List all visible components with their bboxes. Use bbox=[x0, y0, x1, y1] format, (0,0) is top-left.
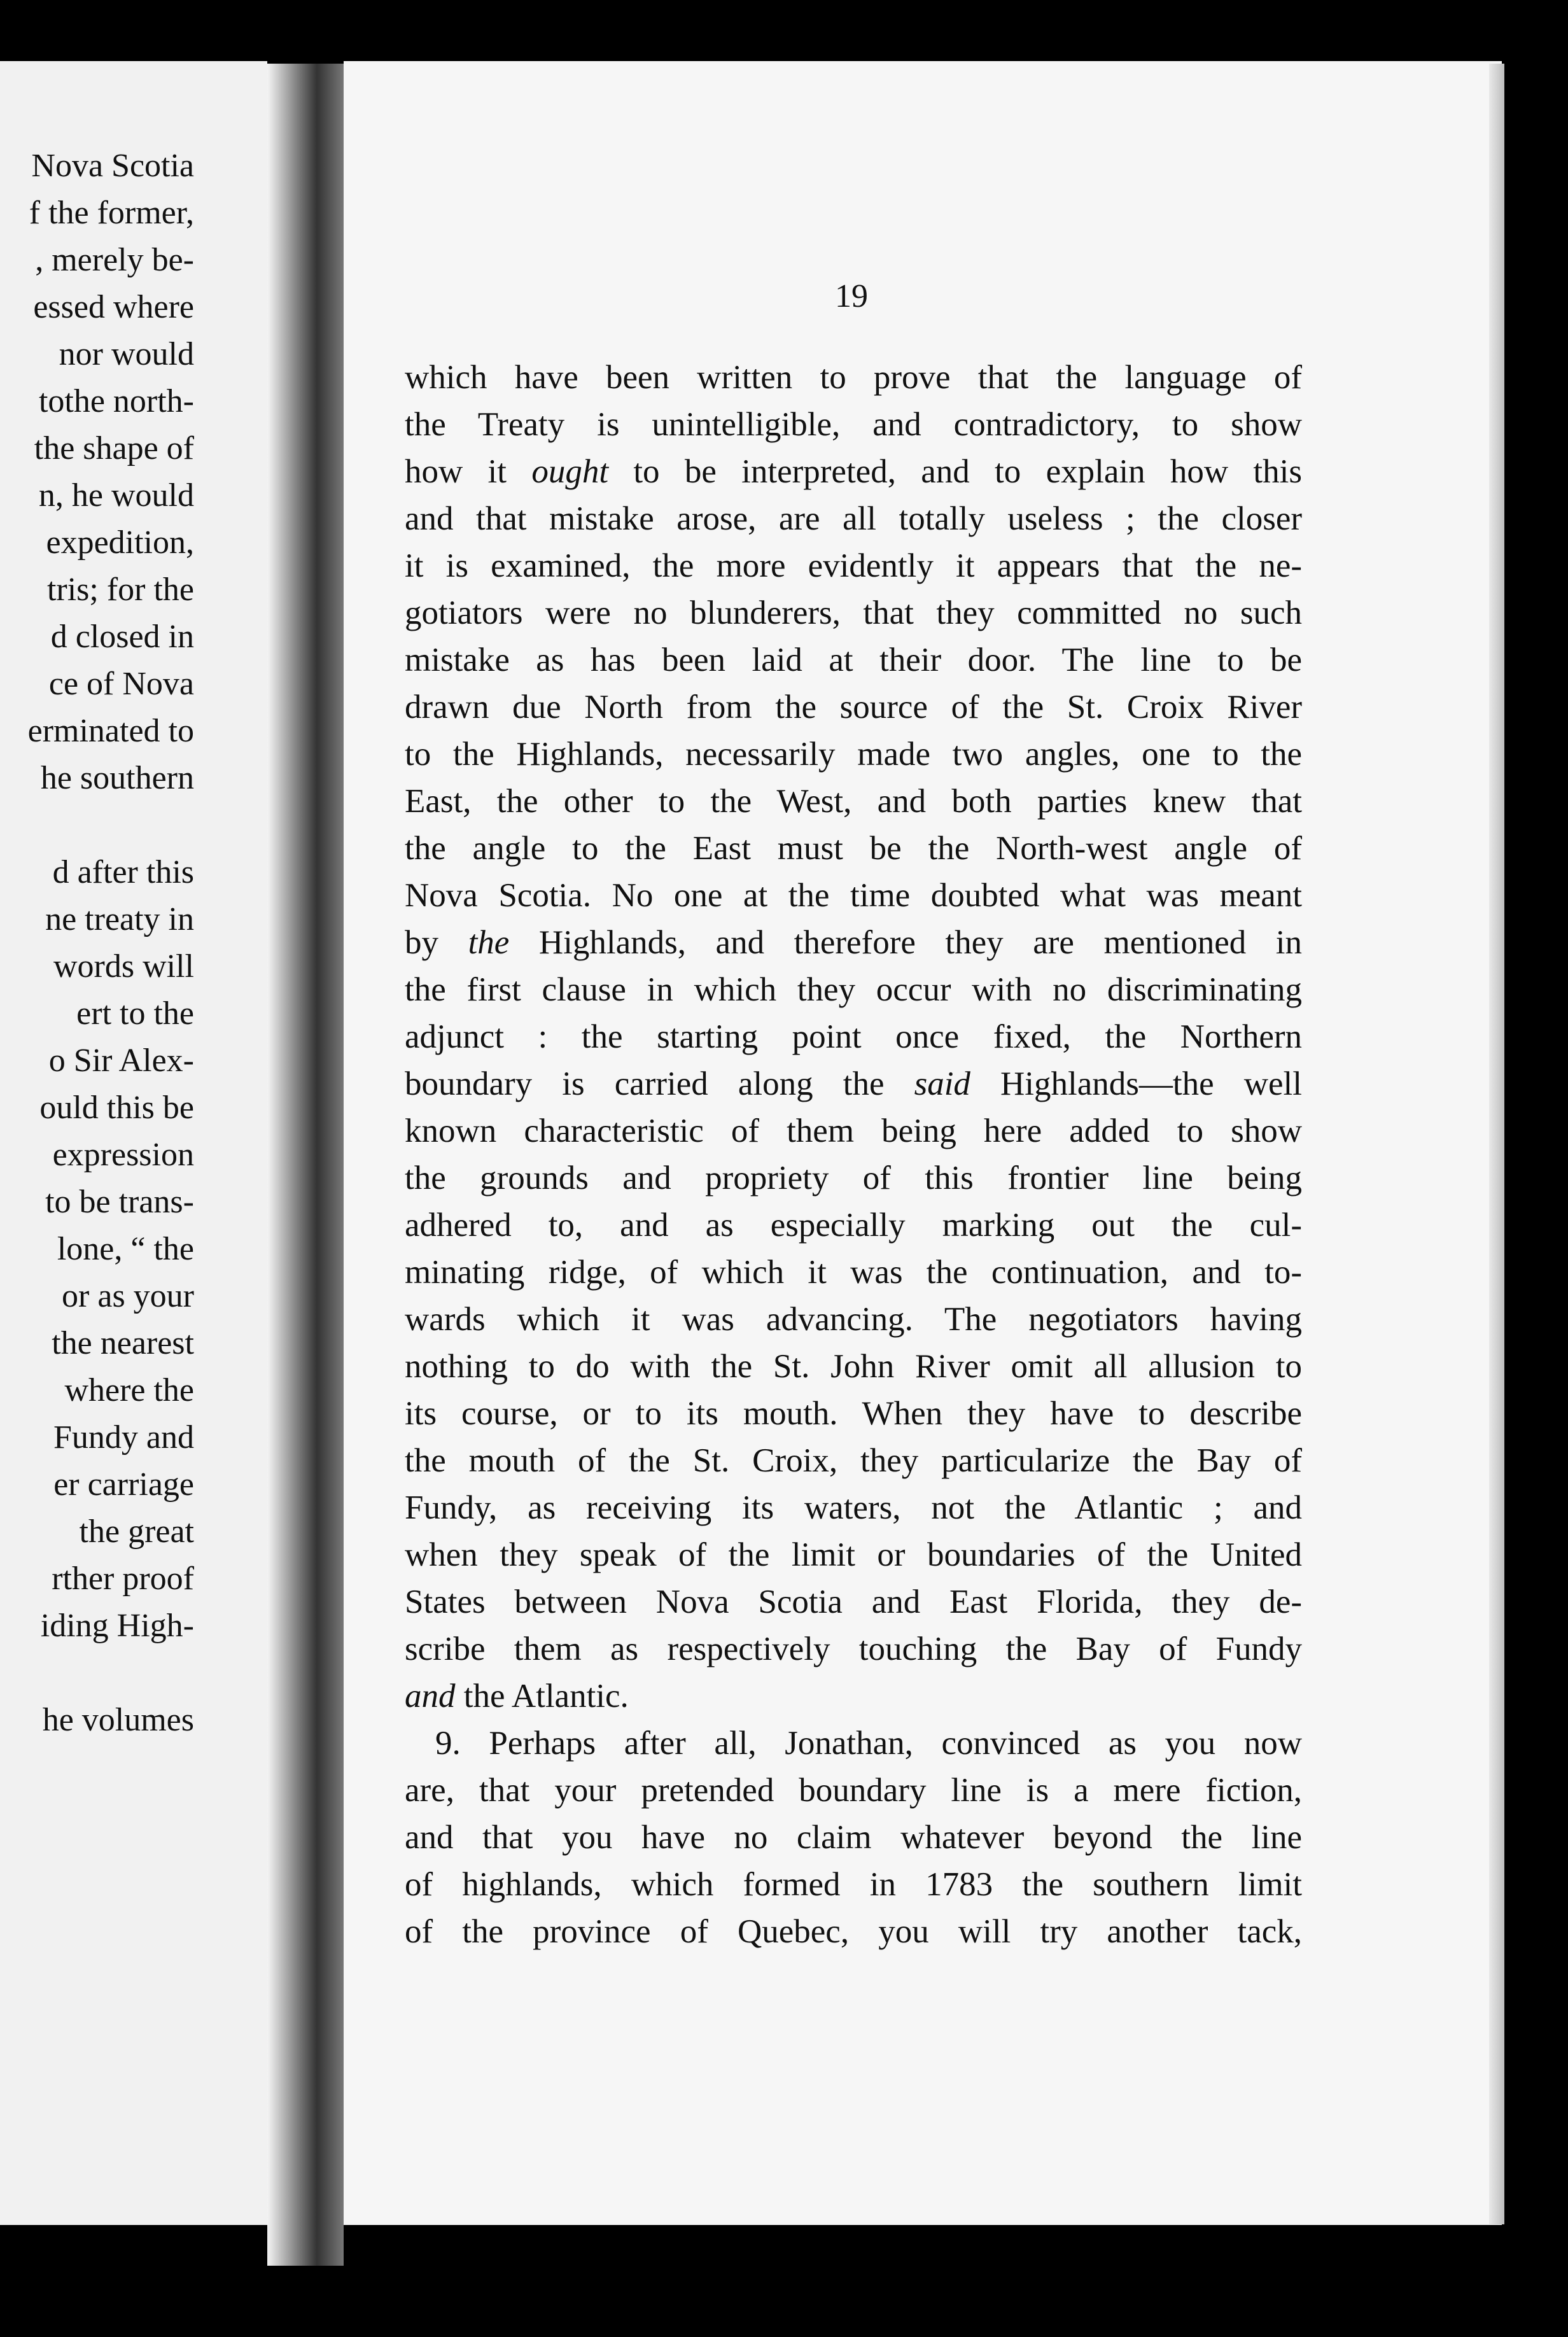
left-page-line: rther proof bbox=[52, 1561, 194, 1597]
text-segment: adhered to, and as especially marking out the cul- bbox=[405, 1207, 1302, 1244]
left-page-line: ert to the bbox=[76, 995, 194, 1032]
text-segment: adjunct : the starting point once fixed, the Northern bbox=[405, 1018, 1302, 1055]
text-line bbox=[405, 1484, 1302, 1531]
left-page-line: nor would bbox=[59, 336, 194, 372]
left-page-line: or as your bbox=[62, 1278, 194, 1314]
text-line bbox=[405, 966, 1302, 1013]
text-segment: the mouth of the St. Croix, they particularize the Bay of bbox=[405, 1442, 1302, 1479]
text-line bbox=[405, 872, 1302, 919]
left-page-line: to be trans- bbox=[45, 1184, 194, 1220]
text-line bbox=[405, 589, 1302, 636]
text-segment: of the province of Quebec, you will try another tack, bbox=[405, 1913, 1302, 1950]
italic-word: said bbox=[914, 1065, 970, 1102]
text-segment: Highlands—the well bbox=[970, 1065, 1302, 1102]
left-page-line: ce of Nova bbox=[48, 666, 194, 702]
text-line bbox=[405, 1861, 1302, 1908]
text-segment: the first clause in which they occur with no discriminating bbox=[405, 971, 1302, 1008]
text-segment: drawn due North from the source of the St. Croix River bbox=[405, 689, 1302, 726]
text-segment: wards which it was advancing. The negotiators having bbox=[405, 1301, 1302, 1338]
text-segment: States between Nova Scotia and East Florida, they de- bbox=[405, 1583, 1302, 1620]
left-page-line: Fundy and bbox=[53, 1419, 194, 1456]
text-line bbox=[405, 1908, 1302, 1955]
text-segment: are, that your pretended boundary line is a mere fiction, bbox=[405, 1772, 1302, 1809]
text-segment: the Treaty is unintelligible, and contradictory, to show bbox=[405, 406, 1302, 443]
text-line bbox=[405, 401, 1302, 448]
text-segment: it is examined, the more evidently it appears that the ne- bbox=[405, 547, 1302, 584]
left-page-line: d closed in bbox=[50, 619, 194, 655]
left-page-line: tris; for the bbox=[46, 572, 194, 608]
text-segment: to be interpreted, and to explain how this bbox=[608, 453, 1302, 490]
body-text bbox=[405, 354, 1302, 1955]
left-page-line: ould this be bbox=[39, 1090, 194, 1126]
text-line bbox=[405, 495, 1302, 542]
text-line bbox=[405, 354, 1302, 401]
text-segment: of highlands, which formed in 1783 the southern limit bbox=[405, 1866, 1302, 1903]
left-page-line: f the former, bbox=[29, 195, 194, 231]
text-line bbox=[405, 1767, 1302, 1814]
text-line bbox=[405, 1343, 1302, 1390]
text-segment: 9. Perhaps after all, Jonathan, convinced as you now bbox=[435, 1725, 1302, 1762]
left-page-line: essed where bbox=[33, 289, 194, 325]
left-page-line: the shape of bbox=[34, 430, 194, 467]
text-line bbox=[405, 1673, 1302, 1720]
left-page-line: d after this bbox=[52, 854, 194, 890]
text-segment: boundary is carried along the bbox=[405, 1065, 914, 1102]
left-page-line: the nearest bbox=[52, 1325, 194, 1361]
left-page-line: tothe north- bbox=[38, 383, 194, 419]
text-segment: the angle to the East must be the North-west angle of bbox=[405, 830, 1302, 867]
text-line bbox=[405, 1814, 1302, 1861]
text-segment: mistake as has been laid at their door. The line to be bbox=[405, 642, 1302, 678]
text-line bbox=[405, 919, 1302, 966]
text-segment: the grounds and propriety of this frontier line being bbox=[405, 1160, 1302, 1197]
italic-word: ought bbox=[531, 453, 609, 490]
text-segment: how it bbox=[405, 453, 532, 490]
left-page-line: er carriage bbox=[53, 1466, 194, 1503]
text-line bbox=[405, 1390, 1302, 1437]
text-segment: by bbox=[405, 924, 468, 961]
text-segment: known characteristic of them being here added to show bbox=[405, 1112, 1302, 1149]
text-line bbox=[405, 684, 1302, 731]
left-page-fragment bbox=[0, 61, 267, 2225]
text-line bbox=[405, 1060, 1302, 1107]
text-line bbox=[405, 825, 1302, 872]
text-line bbox=[405, 1296, 1302, 1343]
book-gutter bbox=[267, 64, 344, 2266]
left-page-line: erminated to bbox=[27, 713, 194, 749]
text-line bbox=[405, 1720, 1302, 1767]
text-segment: to the Highlands, necessarily made two angles, one to the bbox=[405, 736, 1302, 773]
left-page-line: iding High- bbox=[40, 1608, 194, 1644]
text-segment: Fundy, as receiving its waters, not the Atlantic ; and bbox=[405, 1489, 1302, 1526]
text-segment: Nova Scotia. No one at the time doubted what was meant bbox=[405, 877, 1302, 914]
left-page-line: the great bbox=[79, 1513, 194, 1550]
text-line bbox=[405, 636, 1302, 684]
left-page-line: n, he would bbox=[38, 477, 194, 514]
left-page-line: words will bbox=[53, 948, 194, 985]
text-segment: and that you have no claim whatever beyond the line bbox=[405, 1819, 1302, 1856]
text-line bbox=[405, 1013, 1302, 1060]
left-page-line: expedition, bbox=[46, 524, 194, 561]
text-line bbox=[405, 542, 1302, 589]
text-segment: and that mistake arose, are all totally useless ; the closer bbox=[405, 500, 1302, 537]
text-segment: East, the other to the West, and both parties knew that bbox=[405, 783, 1302, 820]
text-line bbox=[405, 1437, 1302, 1484]
left-page-line: , merely be- bbox=[35, 242, 194, 278]
left-page-line: he volumes bbox=[42, 1702, 194, 1738]
text-line bbox=[405, 1531, 1302, 1578]
text-line bbox=[405, 448, 1302, 495]
text-segment: minating ridge, of which it was the continuation, and to- bbox=[405, 1254, 1302, 1291]
text-line bbox=[405, 778, 1302, 825]
left-page-line: expression bbox=[52, 1137, 194, 1173]
text-line bbox=[405, 731, 1302, 778]
text-line bbox=[405, 1625, 1302, 1673]
italic-word: and bbox=[405, 1678, 456, 1715]
left-page-line: o Sir Alex- bbox=[48, 1042, 194, 1079]
text-segment: when they speak of the limit or boundaries of the United bbox=[405, 1536, 1302, 1573]
text-segment: Highlands, and therefore they are mentioned in bbox=[509, 924, 1302, 961]
left-page-line: lone, “ the bbox=[57, 1231, 194, 1267]
page-edge bbox=[1489, 64, 1504, 2224]
text-line bbox=[405, 1107, 1302, 1154]
text-segment: the Atlantic. bbox=[455, 1678, 629, 1715]
text-line bbox=[405, 1249, 1302, 1296]
text-line bbox=[405, 1202, 1302, 1249]
text-segment: gotiators were no blunderers, that they committed no such bbox=[405, 594, 1302, 631]
text-segment: which have been written to prove that the language of bbox=[405, 359, 1302, 396]
text-line bbox=[405, 1154, 1302, 1202]
left-page-line: he southern bbox=[40, 760, 194, 796]
left-page-line: Nova Scotia bbox=[31, 148, 194, 184]
text-segment: nothing to do with the St. John River omit all allusion to bbox=[405, 1348, 1302, 1385]
left-page-line: where the bbox=[64, 1372, 194, 1408]
text-segment: its course, or to its mouth. When they have to describe bbox=[405, 1395, 1302, 1432]
italic-word: the bbox=[468, 924, 510, 961]
text-segment: scribe them as respectively touching the Bay of Fundy bbox=[405, 1631, 1302, 1667]
page-number: 19 bbox=[835, 278, 868, 314]
left-page-line: ne treaty in bbox=[45, 901, 194, 937]
text-line bbox=[405, 1578, 1302, 1625]
